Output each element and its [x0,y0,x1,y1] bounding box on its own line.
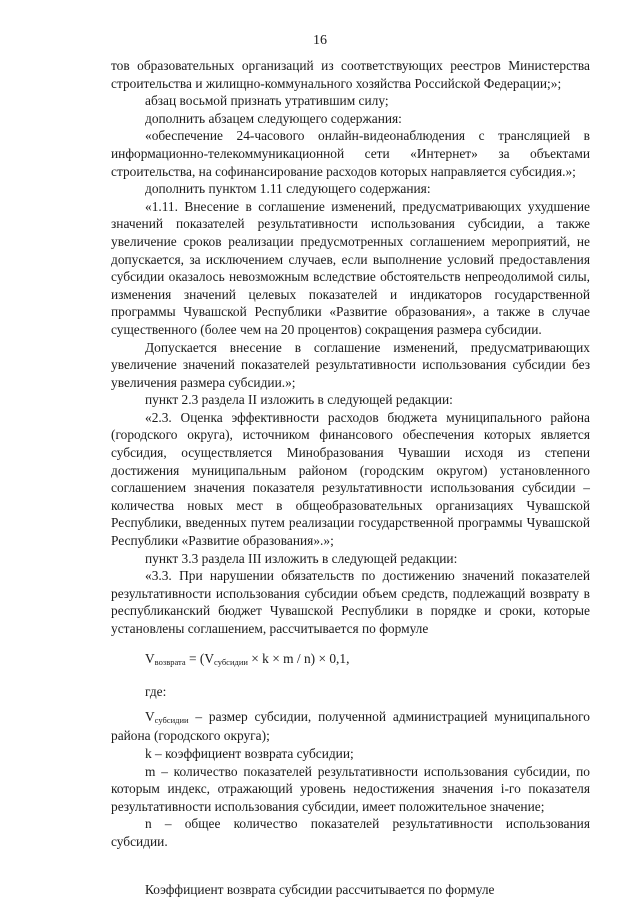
paragraph: «2.3. Оценка эффективности расходов бюджета муниципального района (городского округа), источником финансового обеспечения которых является субсидия, осуществляется Минобразования Чувашии исходя из степени достижения муниципальным районом (городским округом) установленного соглашением значения показателя результативности использования субсидии – количества новых мест в общеобразовательных организациях Чувашской Республики, введенных путем реализации государственной программы Чувашской Республики «Развитие образования».»; [111,409,590,549]
paragraph: «обеспечение 24-часового онлайн-видеонаблюдения с трансляцией в информационно-телекоммуникационной сети «Интернет» за объектами строительства, на софинансирование расходов которых направляется субсидия.»; [111,128,590,179]
formula-subscript-subsidy: субсидии [214,656,248,667]
paragraph: пункт 3.3 раздела III изложить в следующей редакции: [145,550,458,566]
definition-n: n – общее количество показателей результативности использования субсидии. [111,816,590,849]
formula-rest: × k × m / n) × 0,1, [247,650,350,666]
paragraph: «3.3. При нарушении обязательств по достижению значений показателей результативности использования субсидии объем средств, подлежащий возврату в республиканский бюджет Чувашской Республики в порядке и сроки, которые установлены соглашением, рассчитывается по формуле [111,568,590,636]
definition-v-text: – размер субсидии, полученной администрацией муниципального района (городского округа); [111,708,590,744]
paragraph: абзац восьмой признать утратившим силу; [145,93,389,109]
return-formula [111,650,590,670]
document-body [111,57,590,898]
paragraph: дополнить абзацем следующего содержания: [145,110,402,126]
definition-v-symbol: V [145,708,155,724]
definition-v [111,708,590,745]
definition-m: m – количество показателей результативности использования субсидии, по которым индекс, отражающий уровень недостижения значения i-го показателя результативности использования субсидии, имеет положительное значение; [111,763,590,814]
paragraph: Допускается внесение в соглашение изменений, предусматривающих увеличение значений показателей результативности использования субсидии без увеличения размера субсидии.»; [111,339,590,390]
formula-v-symbol: V [145,650,155,666]
formula-equals: = (V [185,650,215,666]
paragraph: тов образовательных организаций из соответствующих реестров Министерства строительства и жилищно-коммунального хозяйства Российской Федерации;»; [111,58,590,91]
paragraph: пункт 2.3 раздела II изложить в следующей редакции: [145,392,453,408]
paragraph: дополнить пунктом 1.11 следующего содержания: [145,181,431,197]
closing-paragraph: Коэффициент возврата субсидии рассчитывается по формуле [145,881,495,897]
definition-k: k – коэффициент возврата субсидии; [145,745,354,761]
where-label: где: [145,684,167,700]
page-number: 16 [313,33,327,48]
definition-v-subscript: субсидии [154,714,189,725]
paragraph: «1.11. Внесение в соглашение изменений, предусматривающих ухудшение значений показателей результативности использования субсидии, а также увеличение сроков реализации предусмотренных соглашением мероприятий, не допускается, за исключением случаев, если выполнение условий предоставления субсидии оказалось невозможным вследствие обстоятельств непреодолимой силы, изменения значений целевых показателей и индикаторов государственной программы Чувашской Республики «Развитие образования», а также в случае существенного (более чем на 20 процентов) сокращения размера субсидии. [111,198,590,337]
formula-subscript-return: возврата [154,656,186,667]
